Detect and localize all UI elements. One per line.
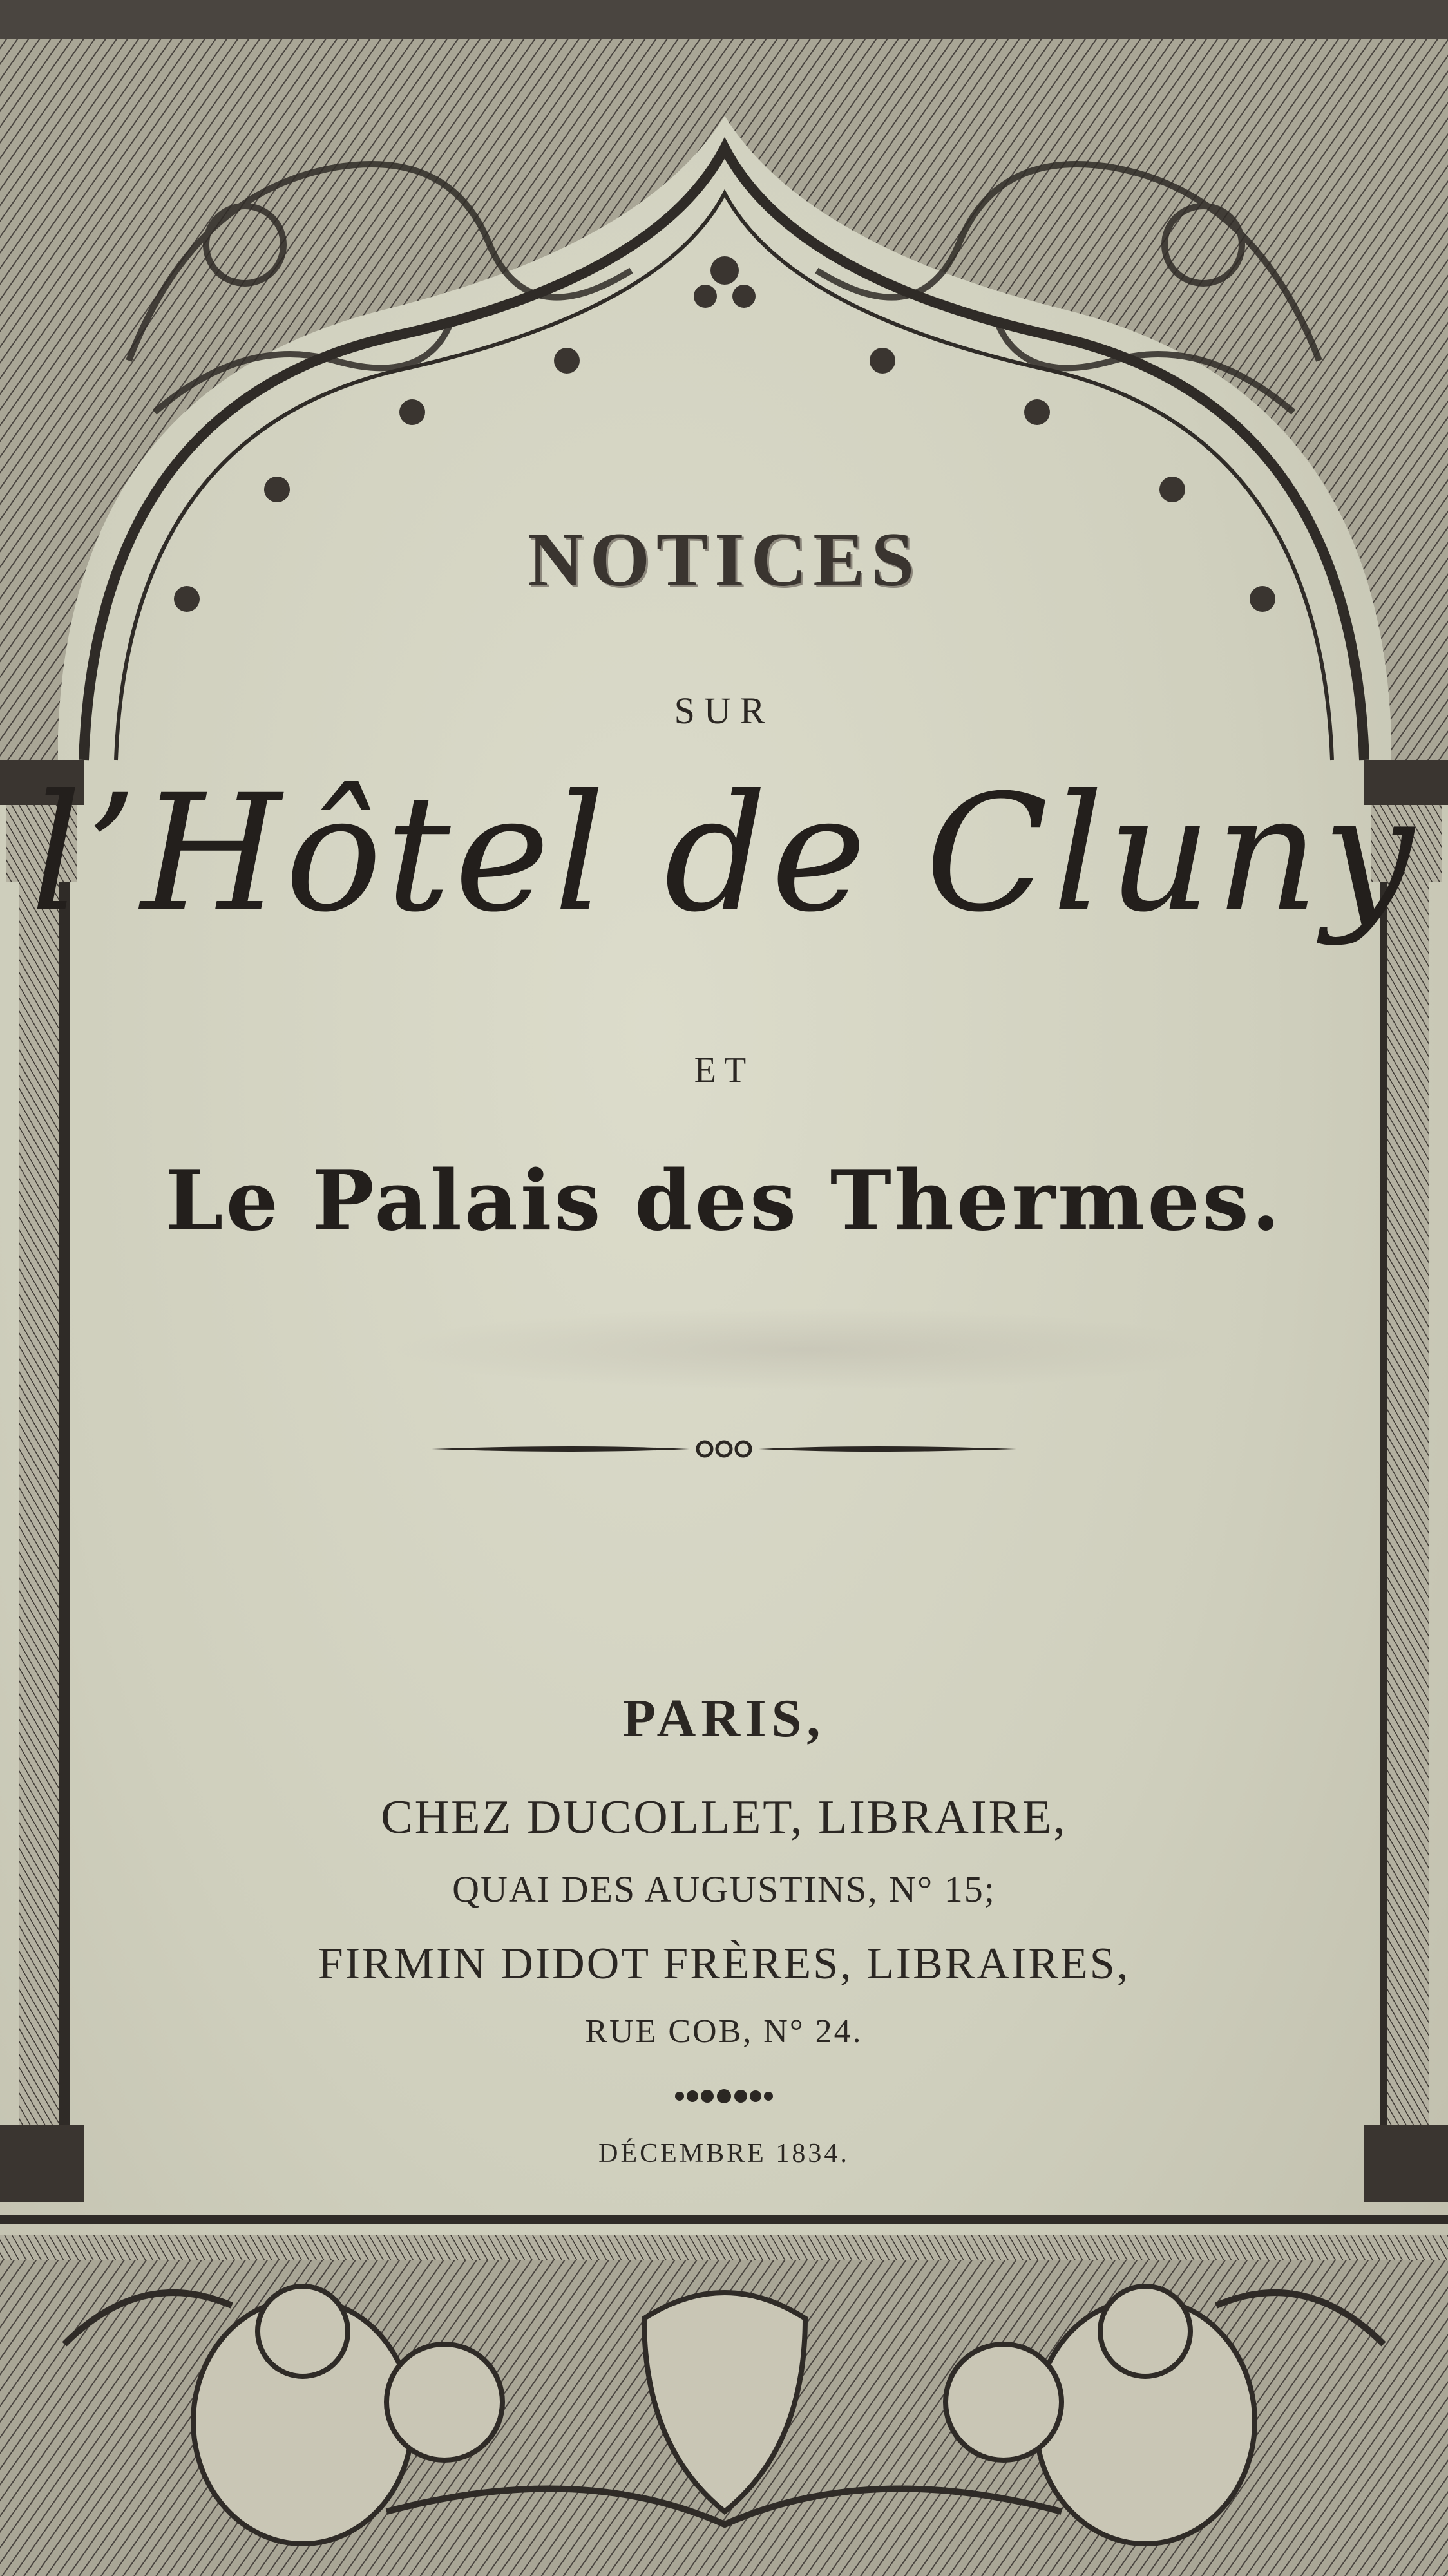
imprint-publisher-1: CHEZ DUCOLLET, LIBRAIRE, [381, 1791, 1067, 1844]
imprint-address-1: QUAI DES AUGUSTINS, N° 15; [452, 1868, 996, 1910]
paper-stain [386, 1307, 1224, 1391]
title-hotel-de-cluny: l’Hôtel de Cluny [30, 760, 1418, 947]
title-sur: SUR [674, 690, 774, 732]
small-ornament [0, 2087, 1448, 2106]
imprint-city: PARIS, [622, 1689, 826, 1748]
imprint-address-2: RUE COB, N° 24. [585, 2013, 863, 2050]
title-et: ET [694, 1050, 754, 1090]
title-notices: NOTICES [527, 516, 921, 602]
imprint-date: DÉCEMBRE 1834. [598, 2139, 850, 2168]
imprint-publisher-2: FIRMIN DIDOT FRÈRES, LIBRAIRES, [318, 1939, 1130, 1989]
title-palais-des-thermes: Le Palais des Thermes. [165, 1153, 1283, 1249]
ornamental-divider [0, 1436, 1448, 1462]
